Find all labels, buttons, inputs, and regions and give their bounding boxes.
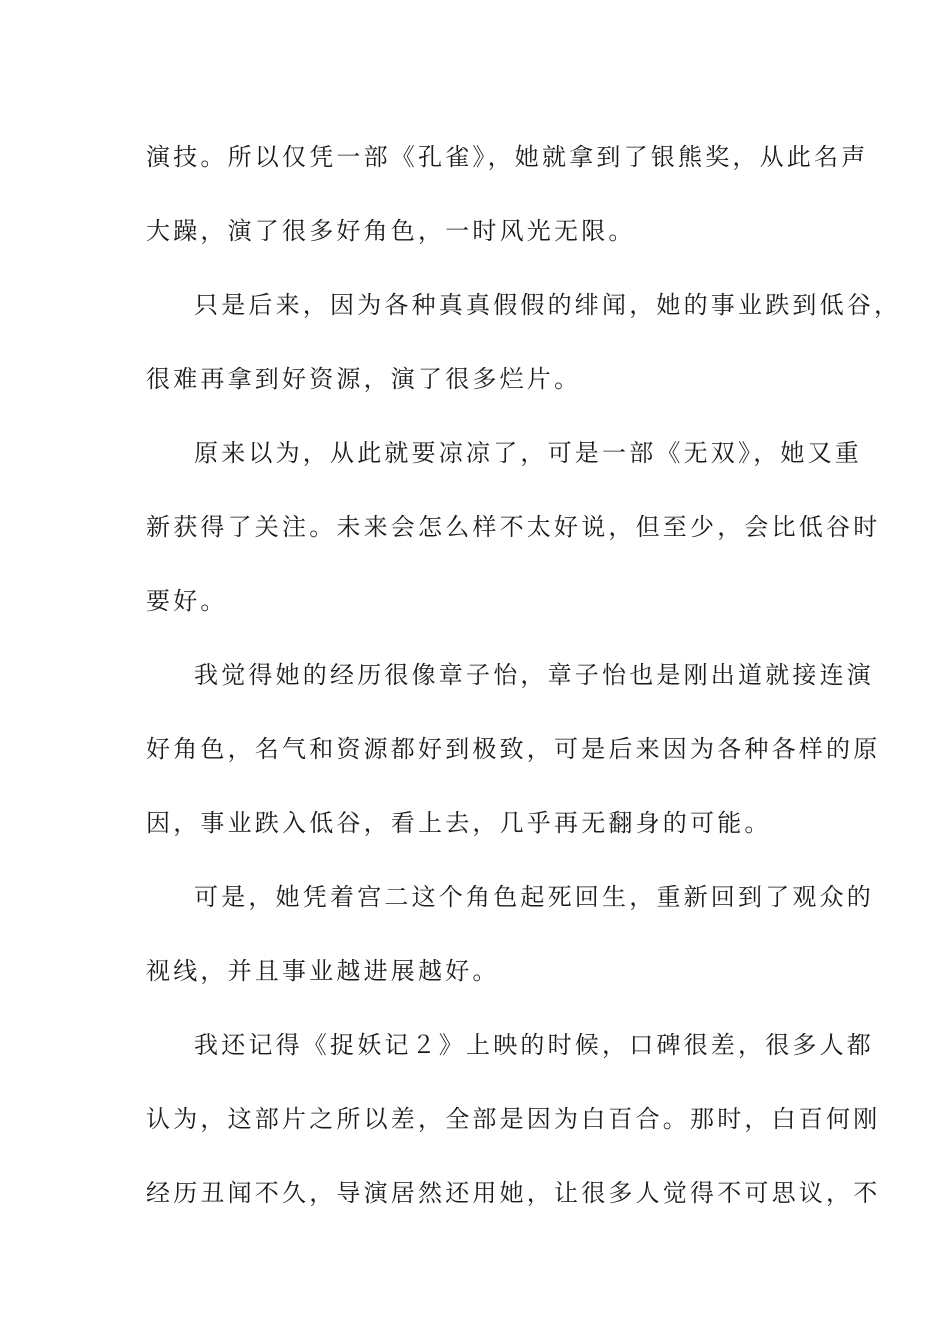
paragraph-2 [146, 268, 902, 416]
paragraph-5 [146, 860, 874, 1008]
text-line: 因，事业跌入低谷，看上去，几乎再无翻身的可能。 [146, 809, 772, 837]
text-line: 原来以为，从此就要凉凉了，可是一部《无双》，她又重 [194, 439, 862, 467]
text-line: 认为，这部片之所以差，全部是因为白百合。那时，白百何刚 [146, 1105, 881, 1133]
text-line: 大躁，演了很多好角色，一时风光无限。 [146, 217, 636, 245]
text-line: 我还记得《捉妖记２》上映的时候，口碑很差，很多人都 [194, 1031, 874, 1059]
text-line: 演技。所以仅凭一部《孔雀》，她就拿到了银熊奖，从此名声 [146, 143, 869, 171]
body-text [146, 120, 902, 1230]
text-line: 新获得了关注。未来会怎么样不太好说，但至少，会比低谷时 [146, 513, 881, 541]
text-line: 只是后来，因为各种真真假假的绯闻，她的事业跌到低谷， [194, 291, 902, 319]
paragraph-3 [146, 416, 881, 638]
text-line: 经历丑闻不久，导演居然还用她，让很多人觉得不可思议，不 [146, 1179, 881, 1207]
paragraph-1 [146, 120, 869, 268]
text-line: 好角色，名气和资源都好到极致，可是后来因为各种各样的原 [146, 735, 881, 763]
text-line: 要好。 [146, 587, 228, 615]
text-line: 很难再拿到好资源，演了很多烂片。 [146, 365, 582, 393]
paragraph-4 [146, 638, 881, 860]
text-line: 可是，她凭着宫二这个角色起死回生，重新回到了观众的 [194, 883, 874, 911]
paragraph-6 [146, 1008, 881, 1230]
text-line: 视线，并且事业越进展越好。 [146, 957, 500, 985]
text-line: 我觉得她的经历很像章子怡，章子怡也是刚出道就接连演 [194, 661, 874, 689]
